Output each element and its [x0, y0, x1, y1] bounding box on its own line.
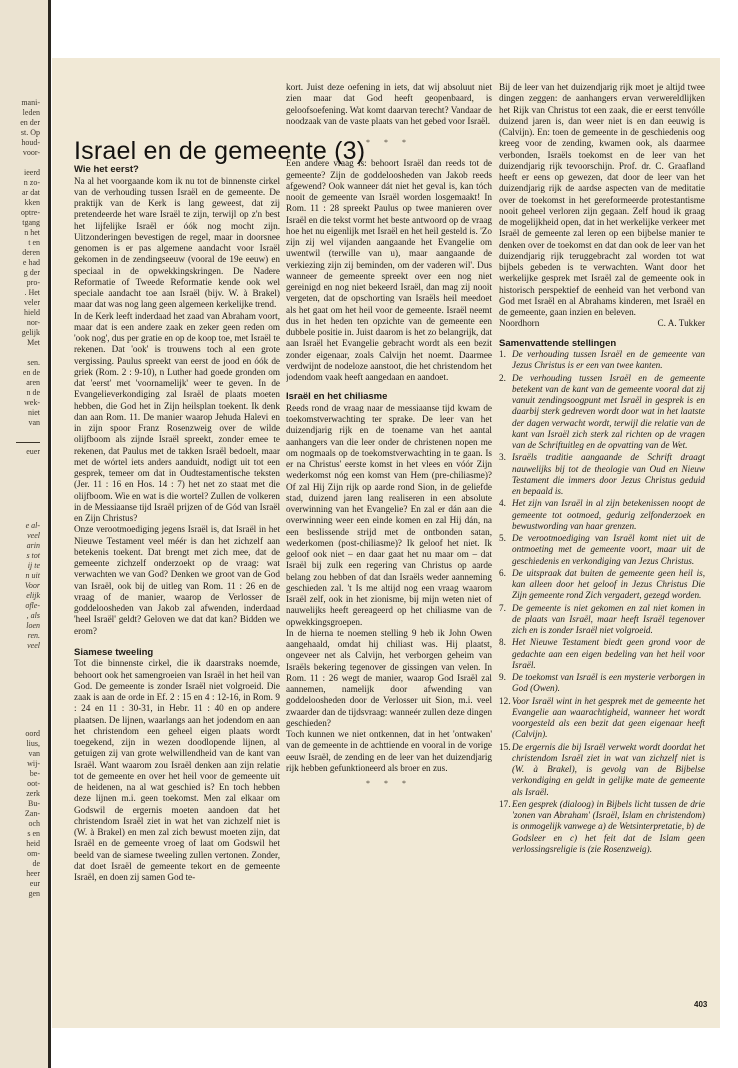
- thesis-text: De verhouding tussen Israël en de gemeente van Jezus Christus is er een van twee kanten.: [512, 349, 705, 371]
- adjacent-page-line: ren.: [27, 631, 40, 640]
- adjacent-page-line: s en: [27, 829, 40, 838]
- adjacent-page-line: Zan-: [24, 809, 40, 818]
- thesis-item: [499, 637, 705, 671]
- adjacent-page-line: e al-: [25, 521, 40, 530]
- section-heading: Samenvattende stellingen: [499, 337, 617, 349]
- adjacent-page-text-block: [0, 521, 48, 651]
- thesis-text: De ergernis die bij Israël verwekt wordt doordat het christendom Israël ziet in wat van zichzelf niet is (W. à Brakel), is gevolg van de Bijbelse verkondiging en geldt in gelijke mate de gemeente als Israël.: [512, 741, 705, 797]
- section-heading: Wie het eerst?: [74, 164, 139, 175]
- adjacent-page-line: [0, 158, 48, 168]
- adjacent-page-line: leden: [22, 108, 40, 117]
- adjacent-page-line: n zo-: [23, 178, 40, 187]
- adjacent-page-line: de: [32, 859, 40, 868]
- paragraph: In de Kerk leeft inderdaad het zaad van Abraham voort, maar dat is een andere zaak en zeker geen reden om 'ook nog', dus per gratie en op de koop toe, met Israël te rekenen. Dat 'ook' is trouwens toch al een grote vergissing. Paulus spreekt van eerst de jood en óók de griek (Rom. 2 : 9-10), n Luther had goede gronden om dat 'eerst' met 'voornamelijk' weer te geven. In de Evangelieverkondiging zal Israël de plaats moeten hebben, die God het in Zijn heilsplan toekent. Ik denk dan aan Rom. 11. De manier waarop Jehuda Halevi en in zijn spoor Franz Rosenzweig over de wilde olijfboom als zijnde Israël spreekt, zonder emee te rekenen, dat Paulus met de takken Israël bedoelt, maar met de wórtel iets anders aanduidt, nodigt uit tot een gesprek, temeer om dat in Oudtestamentische teksten (Jer. 11 : 16 en Hos. 14 : 7) het net zo staat met die olijfboom. Wie en wat is die wortel? Zullen de volkeren in de Messiaanse tijd Israël prijzen of de Gód van Israël en Zijn Christus?: [74, 310, 280, 523]
- author-signature: [499, 318, 705, 329]
- thesis-text: Het Nieuwe Testament biedt geen grond voor de gedachte aan een eigen bedeling van het heil voor Israël.: [512, 637, 705, 670]
- adjacent-page-line: tgang: [22, 218, 40, 227]
- article-title: Israel en de gemeente (3): [74, 137, 366, 165]
- adjacent-page-text-block: [0, 98, 48, 428]
- adjacent-page-line: wek-: [24, 398, 40, 407]
- section-heading: Siamese tweeling: [74, 646, 154, 658]
- thesis-number: 7.: [499, 602, 506, 613]
- thesis-item: [499, 533, 705, 567]
- section-divider-stars: * * *: [366, 779, 412, 788]
- column-1: [74, 164, 280, 1022]
- adjacent-page-text-block: [0, 729, 48, 899]
- thesis-item: [499, 742, 705, 798]
- adjacent-page-line: kken: [24, 198, 40, 207]
- adjacent-page-line: veel: [27, 641, 40, 650]
- column-2: [286, 82, 492, 1022]
- thesis-item: [499, 672, 705, 695]
- adjacent-page-line: Met: [27, 338, 40, 347]
- adjacent-page-line: e had: [22, 258, 40, 267]
- thesis-item: [499, 696, 705, 741]
- section-heading: Israël en het chiliasme: [286, 391, 388, 403]
- thesis-text: Een gesprek (dialoog) in Bijbels licht tussen de drie 'zonen van Abraham' (Israël, Islam en christendom) is onmogelijk vanwege a) de Wetsinterpretatie, b) de Godsleer en c) het feit dat de Islam geen verlossingsreligie is (zie Rosenzweig).: [512, 798, 705, 854]
- adjacent-page-line: aren: [26, 378, 40, 387]
- adjacent-page-line: [0, 348, 48, 358]
- adjacent-page-line: loen: [26, 621, 40, 630]
- thesis-number: 5.: [499, 533, 506, 543]
- paragraph: Onze verootmoediging jegens Israël is, dat Israël in het Nieuwe Testament veel méér is dan het zichzelf aan betekenis toekent. Dat brengt met zich mee, dat de gemeente zichzelf onderzoekt op de vraag: wat verwachten we van God? Denken we groot van de God van Israël, ook bij de uitleg van Rom. 11 : 26 en de vraag of de manier, waarop de Verlosser de goddeloosheden van Jakob zal afwenden, inderdaad 'heel Israël' geldt? Geloven we dat dat kan? Bidden we erom?: [74, 524, 280, 636]
- paragraph: Tot die binnenste cirkel, die ik daarstraks noemde, behoort ook het samengroeien van Israël in het heil van God. De gemeente is zonder Israël niet volgroeid. Die zaak is aan de orde in Ef. 2 : 15 en 4 : 12-16, in Rom. 9 : 24 en 11 : 30-31, in Hebr. 11 : 40 en op andere plaatsen. De lijnen, waarlangs aan het jodendom en aan het christendom een geheel eigen plaats wordt toegekend, zijn in wezen doodlopende lijnen, al getuigen zij van grote welwillendheid van de kant van Israël. Want waarom zou Israël denken aan zijn relatie tot de gemeente en over het heil voor de gemeente uit de heidenen, na al wat geschied is? En toch hebben deze lijnen m.i. geen toekomst. Men zal elkaar om Godswil de ergernis moeten aandoen dat het christendom Israël ziet in wat het van zichzelf niet is (W. à Brakel) en men zal zich bewust moeten zijn, dat Israël en de gemeente vroeg of laat om Godswil het beeld van de siamese tweeling zullen vertonen. Zonder, dat doet Israël de gemeente tekort en de gemeente Israël, en doen zij samen God te-: [74, 658, 280, 882]
- page-number: 403: [694, 1000, 708, 1009]
- adjacent-page-line: heid: [26, 839, 40, 848]
- adjacent-page-line: pro-: [26, 278, 40, 287]
- section-divider-stars: * * *: [366, 138, 412, 147]
- thesis-text: De verhouding tussen Israël en de gemeente betekent van de kant van de gemeente vooral dat zij vanuit zendingsoogpunt met Israël in gesprek is en daarbij sterk gedreven wordt door wat in het laatste der dagen verwacht wordt, terwijl die relatie van de kant van Israël zich sterk zal richten op de vragen van de Schriftuitleg en de opvatting van de Wet.: [512, 372, 705, 450]
- adjacent-page-line: mani-: [21, 98, 40, 107]
- thesis-text: De toekomst van Israël is een mysterie verborgen in God (Owen).: [512, 672, 705, 694]
- adjacent-page-line: hield: [24, 308, 40, 317]
- adjacent-page-line: sen.: [27, 358, 40, 367]
- adjacent-page-line: om-: [27, 849, 40, 858]
- adjacent-page-line: gelijk: [21, 328, 40, 337]
- adjacent-page-line: n uit: [25, 571, 40, 580]
- thesis-item: [499, 498, 705, 532]
- adjacent-page-line: en de: [22, 368, 40, 377]
- adjacent-page-line: nor-: [26, 318, 40, 327]
- adjacent-page-line: houd-: [21, 138, 40, 147]
- adjacent-page-line: deren: [22, 248, 40, 257]
- paragraph: Bij de leer van het duizendjarig rijk moet je altijd twee dingen zeggen: de aanhangers ervan verwereldlijken het Rijk van Christus tot een zaak, die er eerst tenvólle duizend jaren is, dan weer niet is en dan eeuwig is (Calvijn). En: toen de gemeente in de geschiedenis oog kreeg voor de zending, kwamen ook, als daarmee verbonden, Israëls toekomst en de leer van het duizendjarig rijk tevoorschijn. Prof. dr. C. Graafland heeft er eens op gewezen, dat door de leer van het duizendjarig rijk de aardse aspecten van de meditatie over de toekomst in het gereformeerde protestantisme nooit geheel verloren zijn gegaan. Zelf houd ik graag de mogelijkheid open, dat in het werkelijke verkeer met Israël de gemeente zal leren op een bijbelse manier te denken over de toekomst en dat dan ook de leer van het duizendjarig rijk teruggebracht zal worden tot wat bijbels gebeden is te verwachten. Want door het werkelijke gesprek met Israël zal de gemeente ook in historisch perspektief de eenheid van het verbond van God met Israël en al Abrahams kinderen, met Israël en de gemeente, gaan inzien en beleven.: [499, 82, 705, 317]
- adjacent-page-line: van: [28, 418, 40, 427]
- adjacent-page-line: en der: [20, 118, 40, 127]
- adjacent-page-line: Bu-: [28, 799, 40, 808]
- signature-place: Noordhorn: [499, 318, 540, 329]
- adjacent-page-line: ofle-: [25, 601, 40, 610]
- thesis-number: 2.: [499, 372, 506, 383]
- adjacent-page-line: och: [28, 819, 40, 828]
- thesis-text: Israëls traditie aangaande de Schrift draagt nauwelijks bij tot de theologie van Oud en Nieuw Testament die immers door Jezus Christus geduid en bepaald is.: [512, 452, 705, 496]
- thesis-text: De uitspraak dat buiten de gemeente geen heil is, kan alleen door het geloof in Jezus Christus Die Zijn gemeente rond Zich vergadert, gezegd worden.: [512, 567, 705, 601]
- thesis-item: [499, 799, 705, 855]
- signature-author: C. A. Tukker: [657, 318, 705, 329]
- adjacent-page-line: optre-: [20, 208, 40, 217]
- adjacent-page-line: arin: [26, 541, 40, 550]
- thesis-number: 17.: [499, 798, 511, 809]
- adjacent-page-line: t en: [28, 238, 40, 247]
- paragraph: Toch kunnen we niet ontkennen, dat in het 'ontwaken' van de gemeente in de achttiende en vooral in de vorige eeuw Israël, de zending en de leer van het duizendjarig rijk hebben gefunktioneerd als broer en zus.: [286, 729, 492, 773]
- adjacent-page-line: ieerd: [24, 168, 40, 177]
- thesis-text: De verootmoediging van Israël komt niet uit de ontmoeting met de gemeente voort, maar uit de geschiedenis en verkondiging van Jezus Christus.: [512, 533, 705, 566]
- adjacent-page-line: gen: [28, 889, 40, 898]
- paragraph: Na al het voorgaande kom ik nu tot de binnenste cirkel van de verhouding tussen Israël en de gemeente. De praktijk van de Kerk is lang geweest, dat zij pretendeerde het ware Israël te zijn, terwijl op z'n best het lijfelijke Israël er óók nog mocht zijn. Uitzonderingen bevestigen de regel, maar in doorsnee genomen is er pas algemene aandacht voor Israël gekomen in de zendingseeuw (vooral de 19e eeuw) en speciaal in de opwekkingskringen. De Nadere Reformatie of Tweede Reformatie kende ook wel speciale aandacht toe aan Israël (bijv. W. à Brakel) maar dat was nog lang geen algemeen kerkelijke trend.: [74, 175, 280, 310]
- adjacent-page-line: . Het: [24, 288, 40, 297]
- paragraph: In de hierna te noemen stelling 9 heb ik John Owen aangehaald, omdat hij chiliast was. Hij plaatst, ongeveer net als Calvijn, het verborgen geheim van Israëls bekering tegenover de gissingen van velen. In Rom. 11 : 26 wegt de manier, waarop God Israël zal aannemen, namelijk door afwending van goddeloosheden door de Verlosser uit Sion, m.i. veel zwaarder dan de tijdsvraag: wanneér zullen deze dingen geschieden?: [286, 627, 492, 728]
- adjacent-page-edge: [0, 0, 51, 1068]
- thesis-number: 3.: [499, 452, 506, 463]
- thesis-number: 8.: [499, 637, 506, 648]
- adjacent-page-line: oot-: [27, 779, 40, 788]
- adjacent-page-line: st. Op: [20, 128, 40, 137]
- adjacent-page-line: elijk: [26, 591, 40, 600]
- thesis-text: Voor Israël wint in het gesprek met de gemeente het Evangelie aan waarachtigheid, wanneer het wordt voorgesteld als een bezit dat geen eigenaar heeft (Calvijn).: [512, 695, 705, 740]
- adjacent-page-line: n de: [26, 388, 40, 397]
- adjacent-page-line: oord: [25, 729, 40, 738]
- adjacent-page-line: wij-: [27, 759, 40, 768]
- thesis-item: [499, 603, 705, 637]
- adjacent-page-line: niet: [28, 408, 40, 417]
- adjacent-page-line: Voor: [24, 581, 40, 590]
- thesis-text: De gemeente is niet gekomen en zal niet komen in de plaats van Israël, maar heeft Israël tegenover zich en is zonder Israël niet volgroeid.: [512, 602, 705, 635]
- adjacent-page-line: lius,: [26, 739, 40, 748]
- adjacent-page-line: , als: [26, 611, 40, 620]
- adjacent-page-line: be-: [29, 769, 40, 778]
- adjacent-page-line: n het: [24, 228, 40, 237]
- column-3: [499, 82, 708, 1022]
- adjacent-page-line: veel: [27, 531, 40, 540]
- adjacent-page-line: eur: [29, 879, 40, 888]
- adjacent-page-line: s tot: [26, 551, 40, 560]
- thesis-number: 15.: [499, 741, 511, 752]
- thesis-item: [499, 349, 705, 372]
- thesis-number: 9.: [499, 672, 506, 682]
- adjacent-page-line: zerk: [26, 789, 40, 798]
- thesis-item: [499, 568, 705, 602]
- thesis-item: [499, 452, 705, 497]
- thesis-number: 6.: [499, 567, 506, 578]
- adjacent-page-line: ij te: [27, 561, 40, 570]
- adjacent-page-rule-word: euer: [26, 447, 40, 456]
- adjacent-page-line: van: [28, 749, 40, 758]
- paragraph: kort. Juist deze oefening in iets, dat wij absoluut niet zien maar dat God heeft geopenbaard, is geloofsoefening. Wat komt daarvan terecht? Vandaar de noodzaak van de vaste plaats van het gebed voor Israël.: [286, 82, 492, 126]
- thesis-item: [499, 373, 705, 452]
- theses-list: [499, 349, 705, 855]
- paragraph: Reeds rond de vraag naar de messiaanse tijd kwam de toekomstverwachting ter sprake. De leer van het duizendjarig rijk en de toename van het aantal aanhangers van die leer onder de christenen nopen me om nogmaals op de toekomstverwachting in te gaan. Is er na Christus' eerste komst in het vlees en vóór Zijn wederkomst nóg een komst van Hem (pre-chiliasme)? Of zal Hij Zijn rijk op aarde rond Sion, in de geliefde stad, duizend jaren lang realiseren in een absolute overwinning van het Evangelie? En zal er dán aan die overwinning weer een einde komen en zal Hij dán, na een beslissende strijd met de ontbonden satan, wederkomen (post-chiliasme)? Ik geloof het niet. Ik geloof ook niet – en daar gaat het nu maar om – dat Israël bij zulk een regering van Christus op aarde belang zou hebben of dat dan Israëls weder aanneming geschieden zal. 't Is me altijd nog een vraag waarom Israël zelf, ook in het zionisme, bij mijn weten niet of nauwelijks heeft gereageerd op het chiliasme van de opwekkingsgroepen.: [286, 402, 492, 627]
- adjacent-page-line: veler: [24, 298, 40, 307]
- thesis-text: Het zijn van Israël in al zijn betekenissen noopt de gemeente tot ootmoed, gedurig zelfonderzoek en bewustwording van haar grenzen.: [512, 498, 705, 531]
- thesis-number: 12.: [499, 695, 511, 706]
- adjacent-page-line: g der: [23, 268, 40, 277]
- adjacent-page-line: ar dat: [22, 188, 40, 197]
- adjacent-page-rule: [16, 442, 40, 443]
- paragraph: Een andere vraag is: behoort Israël dan reeds tot de gemeente? Zijn de goddeloosheden van Jakob reeds afgewend? Ook wanneer dát niet het geval is, kan tóch nooit de gemeente van Israël worden losgemaakt! In Rom. 11 : 28 spreekt Paulus op twee manieren over Israël en die tekst vormt het beste antwoord op de vraag hoe het nu eigenlijk met Israël en het heil gesteld is. 'Zo zijn zij wel vijanden aangaande het Evangelie om uwentwil (terwille van u), maar aangaande de verkiezing zijn zij beminden, om der vaderen wil'. Dus wanneer de gemeente spreekt over een nog niet gereinigd en nog niet bekeerd Israël, dan mag zij nooit vergeten, dat de opschorting van Israëls heil meedoet als het gaat om het heil voor de gemeente. Israël neemt dus in het heden ten opzichte van de gemeente een dubbele positie in. Juist daarom is het zo belangrijk, dat aan Israël het Evangelie gebracht wordt als een bezit zonder eigenaar, zoals Calvijn het noemt. Daarmee verdwijnt de nodeloze aanstoot, die het christendom het jodendom vaak heeft aangedaan en aandoet.: [286, 158, 492, 382]
- adjacent-page-line: heer: [26, 869, 40, 878]
- adjacent-page-line: voor-: [22, 148, 40, 157]
- thesis-number: 4.: [499, 498, 506, 509]
- thesis-number: 1.: [499, 349, 506, 359]
